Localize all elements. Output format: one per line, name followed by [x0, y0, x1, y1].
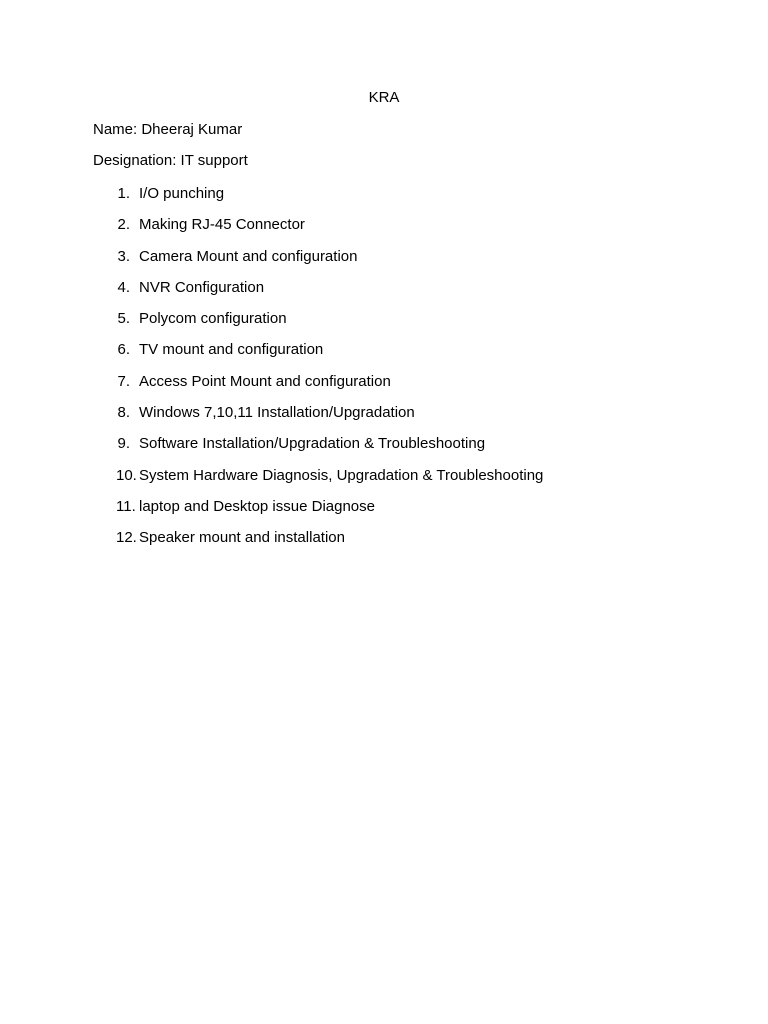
list-item-number: 4. [117, 278, 130, 296]
list-item-text: Windows 7,10,11 Installation/Upgradation [139, 404, 415, 422]
list-item-text: Software Installation/Upgradation & Troubleshooting [139, 435, 486, 453]
list-item-number: 11. [116, 497, 136, 515]
list-item [0, 247, 768, 278]
list-item [0, 403, 768, 434]
list-item [0, 372, 768, 403]
list-item-text: laptop and Desktop issue Diagnose [139, 497, 375, 515]
list-item-text: System Hardware Diagnosis, Upgradation & Troubleshooting [139, 466, 544, 484]
list-item-number: 2. [117, 216, 130, 234]
list-item-number: 9. [117, 435, 130, 453]
list-item-number: 8. [117, 404, 130, 422]
list-item-number: 10. [116, 466, 137, 484]
designation-line: Designation: IT support [93, 152, 248, 169]
document-title: KRA [368, 89, 400, 106]
list-item [0, 466, 768, 497]
list-item-text: I/O punching [139, 185, 225, 202]
list-item [0, 528, 768, 559]
list-item [0, 340, 768, 371]
list-item-text: TV mount and configuration [139, 341, 324, 359]
list-item [0, 184, 768, 215]
list-item-number: 7. [117, 372, 130, 390]
kra-list [0, 184, 768, 560]
list-item-number: 5. [117, 310, 130, 328]
list-item-text: Making RJ-45 Connector [139, 216, 305, 234]
list-item-number: 3. [117, 247, 130, 265]
list-item-text: Camera Mount and configuration [139, 247, 358, 265]
name-line: Name: Dheeraj Kumar [93, 121, 243, 138]
list-item-number: 12. [116, 529, 137, 547]
list-item [0, 309, 768, 340]
list-item [0, 497, 768, 528]
list-item-text: Access Point Mount and configuration [139, 372, 391, 390]
list-item [0, 215, 768, 246]
list-item-number: 6. [117, 341, 130, 359]
list-item-text: Speaker mount and installation [139, 529, 345, 547]
list-item-text: Polycom configuration [139, 310, 287, 328]
list-item-number: 1. [117, 185, 130, 202]
list-item [0, 434, 768, 465]
list-item [0, 278, 768, 309]
list-item-text: NVR Configuration [139, 278, 265, 296]
